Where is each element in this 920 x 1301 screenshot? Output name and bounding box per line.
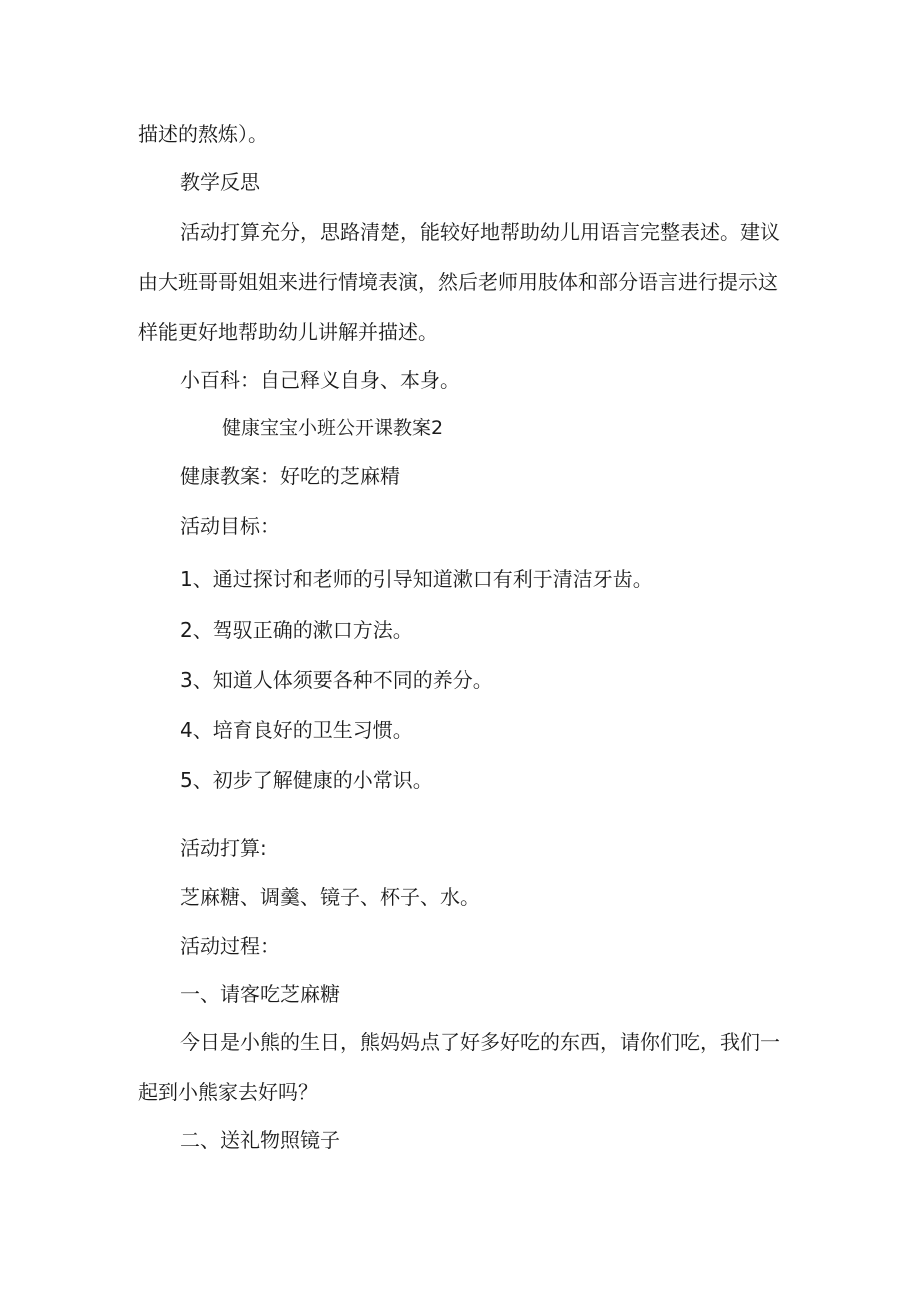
text-line: 描述的熬炼）。 (138, 122, 268, 146)
section-heading: 活动打算: (180, 836, 267, 860)
text-line: 今日是小熊的生日，熊妈妈点了好多好吃的东西，请你们吃，我们一 (180, 1030, 780, 1054)
section-heading: 二、送礼物照镜子 (180, 1128, 340, 1152)
section-heading: 教学反思 (180, 170, 260, 194)
section-heading: 一、请客吃芝麻糖 (180, 982, 340, 1006)
document-title: 健康宝宝小班公开课教案2 (222, 417, 444, 439)
text-line: 由大班哥哥姐姐来进行情境表演，然后老师用肢体和部分语言进行提示这 (138, 270, 778, 294)
list-item: 2、驾驭正确的漱口方法。 (180, 618, 413, 642)
text-line: 芝麻糖、调羹、镜子、杯子、水。 (180, 885, 480, 909)
text-line: 小百科：自己释义自身、本身。 (180, 368, 460, 392)
text-line: 健康教案：好吃的芝麻精 (180, 464, 400, 488)
list-item: 3、知道人体须要各种不同的养分。 (180, 668, 493, 692)
text-line: 样能更好地帮助幼儿讲解并描述。 (138, 320, 438, 344)
section-heading: 活动过程： (180, 934, 280, 958)
section-heading: 活动目标： (180, 514, 280, 538)
text-line: 起到小熊家去好吗？ (138, 1080, 318, 1104)
list-item: 4、培育良好的卫生习惯。 (180, 718, 413, 742)
list-item: 1、通过探讨和老师的引导知道漱口有利于清洁牙齿。 (180, 567, 653, 591)
text-line: 活动打算充分，思路清楚，能较好地帮助幼儿用语言完整表述。建议 (180, 220, 780, 244)
list-item: 5、初步了解健康的小常识。 (180, 768, 433, 792)
